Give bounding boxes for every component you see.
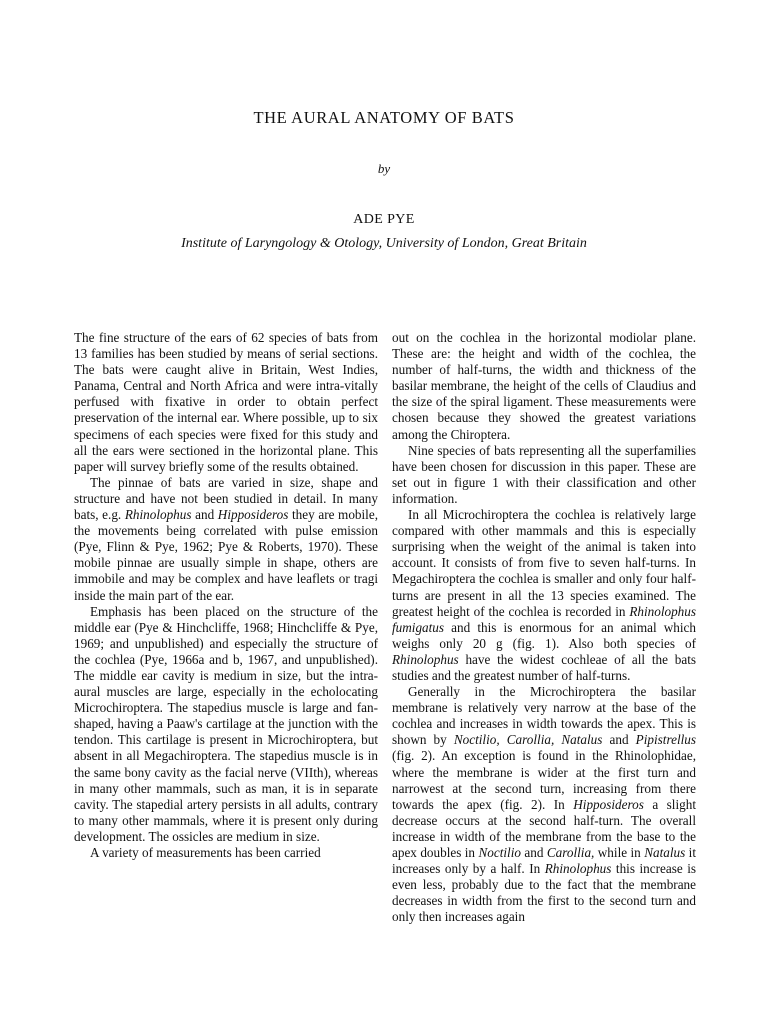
byline: by — [377, 161, 391, 176]
paragraph-measurements-cont: out on the cochlea in the horizontal modiolar plane. These are: the height and width of the cochlea, the number of half-turns, the width and thickness of the basilar membrane, the height of the cells of Claudius and the size of the spiral ligament. These measurements were chosen because they showed the greatest variations among the Chiroptera. — [392, 330, 696, 442]
right-column — [392, 330, 696, 925]
paragraph-basilar-membrane: Generally in the Microchiroptera the basilar membrane is relatively very narrow at the base of the cochlea and increases in width towards the apex. This is shown by Noctilio, Carollia, Natalus and Pipistrellus (fig. 2). An exception is found in the Rhinolophidae, where the membrane is wider at the first turn and narrowest at the second turn, increasing from there towards the apex (fig. 2). In Hipposideros a slight decrease occurs at the second half-turn. The overall increase in width of the membrane from the base to the apex doubles in Noctilio and Carollia, while in Natalus it increases only by a half. In Rhinolophus this increase is even less, probably due to the fact that the membrane decreases in width from the first to the second turn and only then increases again — [392, 684, 696, 925]
paragraph-middle-ear: Emphasis has been placed on the structure of the middle ear (Pye & Hinchcliffe, 1968; Hinchcliffe & Pye, 1969; and unpublished) and especially the structure of the cochlea (Pye, 1966a and b, 1967, and unpublished). The middle ear cavity is medium in size, but the intra-aural muscles are large, especially in the echolocating Microchiroptera. The stapedius muscle is large and fan-shaped, having a Paaw's cartilage at the junction with the tendon. This cartilage is present in Microchiroptera, but absent in all Megachiroptera. The stapedius muscle is in the same bony cavity as the facial nerve (VIIth), whereas in many other mammals, such as man, it is in separate cavity. The stapedial artery persists in all adults, contrary to many other mammals, where it is present only during development. The ossicles are medium in size. — [74, 603, 378, 844]
author-name: ADE PYE — [353, 212, 415, 227]
paragraph-cochlea: In all Microchiroptera the cochlea is relatively large compared with other mammals and this is especially surprising when the weight of the animal is taken into account. It consists of from five to seven half-turns. In Megachiroptera the cochlea is smaller and only four half-turns are present in all the 13 species examined. The greatest height of the cochlea is recorded in Rhinolophus fumigatus and this is enormous for an animal which weighs only 20 g (fig. 1). Also both species of Rhinolophus have the widest cochleae of all the bats studies and the greatest number of half-turns. — [392, 507, 696, 683]
paragraph-pinnae: The pinnae of bats are varied in size, shape and structure and have not been studied in detail. In many bats, e.g. Rhinolophus and Hipposideros they are mobile, the movements being correlated with pulse emission (Pye, Flinn & Pye, 1962; Pye & Roberts, 1970). These mobile pinnae are usually simple in shape, others are immobile and may be complex and have leaflets or tragi inside the main part of the ear. — [74, 474, 378, 603]
left-column — [74, 330, 378, 861]
author-affiliation: Institute of Laryngology & Otology, University of London, Great Britain — [181, 236, 587, 251]
paragraph-measurements-start: A variety of measurements has been carried — [90, 845, 321, 860]
paragraph-species: Nine species of bats representing all the superfamilies have been chosen for discussion in this paper. These are set out in figure 1 with their classification and other information. — [392, 442, 696, 506]
paper-title: THE AURAL ANATOMY OF BATS — [253, 108, 515, 127]
paragraph-intro: The fine structure of the ears of 62 species of bats from 13 families has been studied by means of serial sections. The bats were caught alive in Britain, West Indies, Panama, Central and North Africa and were intra-vitally perfused with fixative in order to obtain perfect preservation of the internal ear. Where possible, up to six specimens of each species were fixed for this study and all the ears were sectioned in the horizontal plane. This paper will survey briefly some of the results obtained. — [74, 330, 378, 474]
